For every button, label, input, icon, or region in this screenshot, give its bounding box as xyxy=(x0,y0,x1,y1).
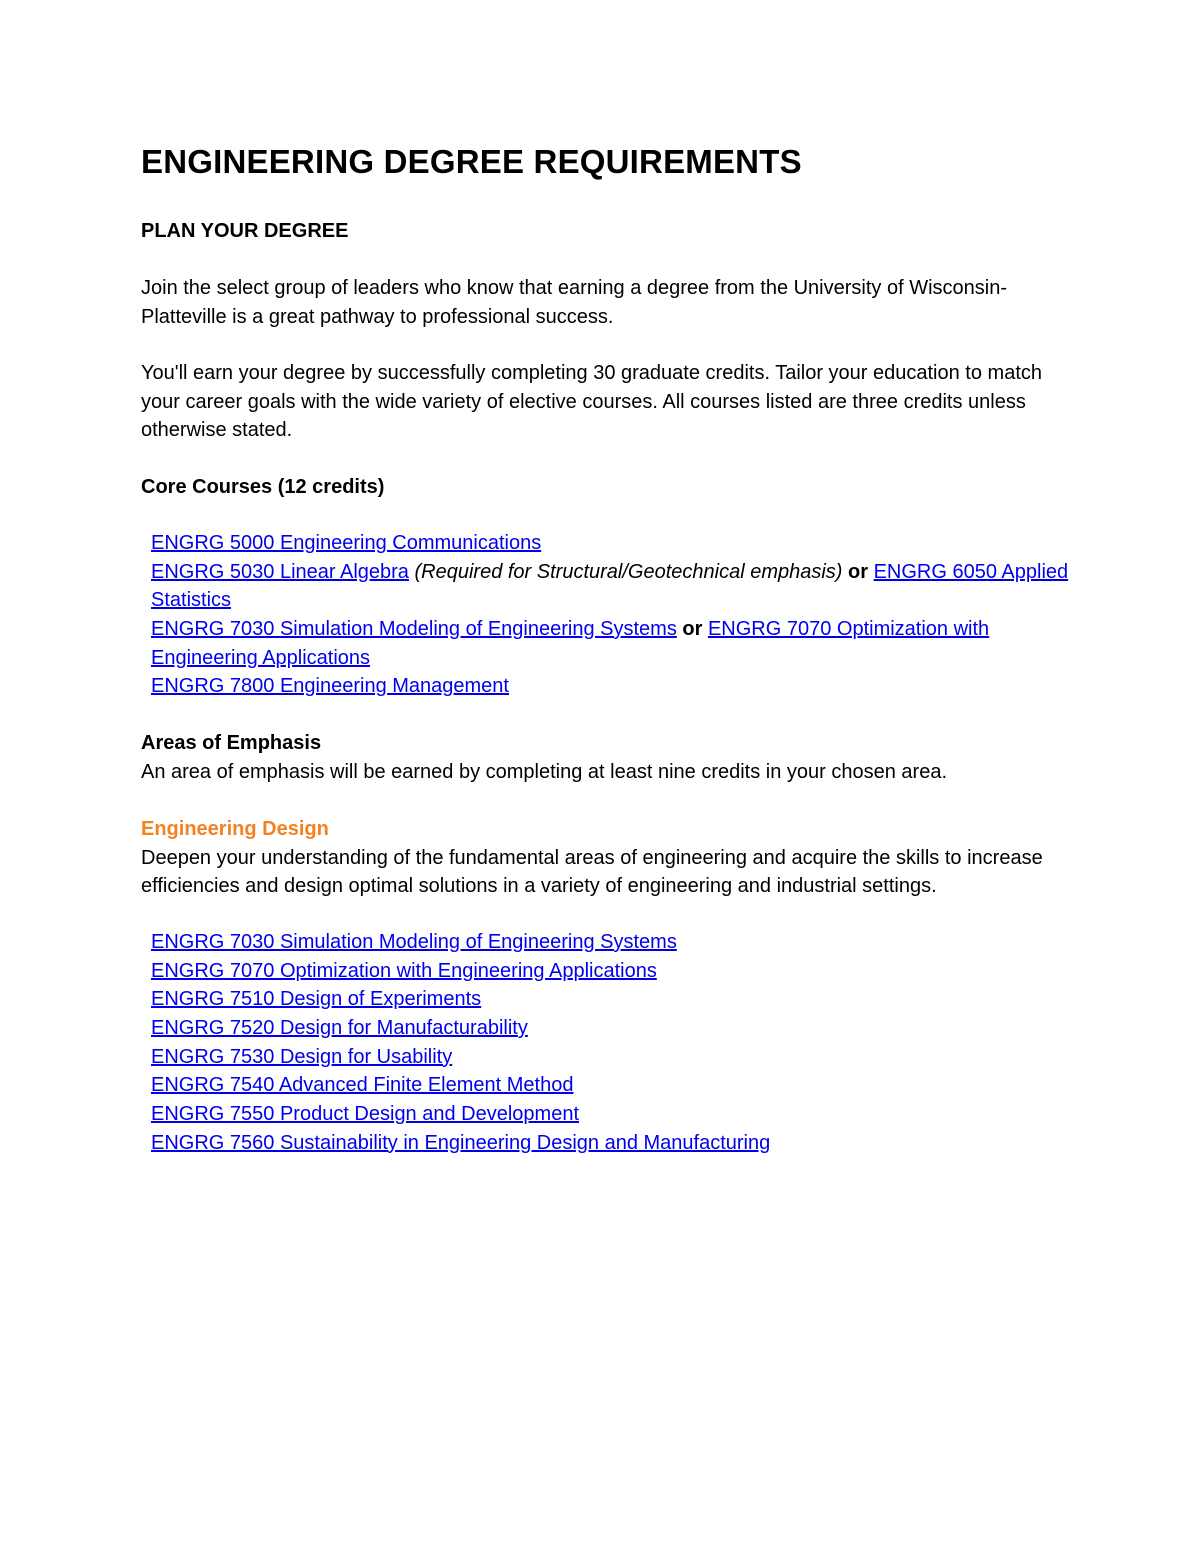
list-item xyxy=(151,1014,1071,1043)
intro-paragraph: Join the select group of leaders who know that earning a degree from the University of Wisconsin-Platteville is a great pathway to professional success. xyxy=(141,277,1007,328)
spacer xyxy=(141,246,1071,274)
list-item xyxy=(151,928,1071,957)
course-link-engrg-7070[interactable]: ENGRG 7070 Optimization with Engineering Applications xyxy=(151,618,990,669)
list-item xyxy=(151,529,1071,558)
engineering-design-heading: Engineering Design xyxy=(141,817,329,840)
course-link-engrg-5000[interactable]: ENGRG 5000 Engineering Communications xyxy=(151,531,542,554)
design-course-list xyxy=(141,928,1071,1158)
spacer xyxy=(141,502,1071,529)
core-courses-heading: Core Courses (12 credits) xyxy=(141,475,385,498)
or-label: or xyxy=(848,560,869,583)
areas-of-emphasis-description: An area of emphasis will be earned by completing at least nine credits in your chosen area. xyxy=(141,761,948,784)
core-course-list xyxy=(141,529,1071,701)
areas-of-emphasis-heading: Areas of Emphasis xyxy=(141,732,322,755)
spacer xyxy=(141,701,1071,729)
list-item xyxy=(151,615,1071,672)
plan-heading: PLAN YOUR DEGREE xyxy=(141,220,349,242)
spacer xyxy=(141,445,1071,473)
credits-paragraph: You'll earn your degree by successfully completing 30 graduate credits. Tailor your education to match your career goals with the wide variety of elective courses. All courses listed are three credits unless otherwise stated. xyxy=(141,362,1042,442)
list-item xyxy=(151,957,1071,986)
or-label: or xyxy=(682,618,703,641)
list-item xyxy=(151,1100,1071,1129)
engineering-design-description: Deepen your understanding of the fundamental areas of engineering and acquire the skills to increase efficiencies and design optimal solutions in a variety of engineering and industrial settings. xyxy=(141,846,1043,898)
course-link-engrg-7070[interactable]: ENGRG 7070 Optimization with Engineering Applications xyxy=(151,959,657,982)
course-note: (Required for Structural/Geotechnical emphasis) xyxy=(414,560,843,583)
list-item xyxy=(151,1043,1071,1072)
course-link-engrg-6050[interactable]: ENGRG 6050 Applied Statistics xyxy=(151,560,1069,612)
course-link-engrg-7560[interactable]: ENGRG 7560 Sustainability in Engineering Design and Manufacturing xyxy=(151,1131,771,1154)
list-item xyxy=(151,985,1071,1014)
course-link-engrg-5030[interactable]: ENGRG 5030 Linear Algebra xyxy=(151,560,409,583)
spacer xyxy=(141,901,1071,928)
page-title: ENGINEERING DEGREE REQUIREMENTS xyxy=(141,143,802,180)
course-link-engrg-7510[interactable]: ENGRG 7510 Design of Experiments xyxy=(151,988,482,1011)
list-item xyxy=(151,558,1071,615)
course-link-engrg-7530[interactable]: ENGRG 7530 Design for Usability xyxy=(151,1045,453,1068)
document-page xyxy=(141,140,1071,1158)
course-link-engrg-7030[interactable]: ENGRG 7030 Simulation Modeling of Engineering Systems xyxy=(151,618,677,641)
course-link-engrg-7800[interactable]: ENGRG 7800 Engineering Management xyxy=(151,675,509,698)
course-link-engrg-7540[interactable]: ENGRG 7540 Advanced Finite Element Method xyxy=(151,1074,574,1097)
spacer xyxy=(141,331,1071,359)
spacer xyxy=(141,787,1071,815)
list-item xyxy=(151,672,1071,701)
list-item xyxy=(151,1129,1071,1158)
course-link-engrg-7030[interactable]: ENGRG 7030 Simulation Modeling of Engineering Systems xyxy=(151,930,677,953)
spacer xyxy=(141,184,1071,217)
list-item xyxy=(151,1071,1071,1100)
course-link-engrg-7550[interactable]: ENGRG 7550 Product Design and Development xyxy=(151,1103,580,1126)
course-link-engrg-7520[interactable]: ENGRG 7520 Design for Manufacturability xyxy=(151,1017,528,1040)
